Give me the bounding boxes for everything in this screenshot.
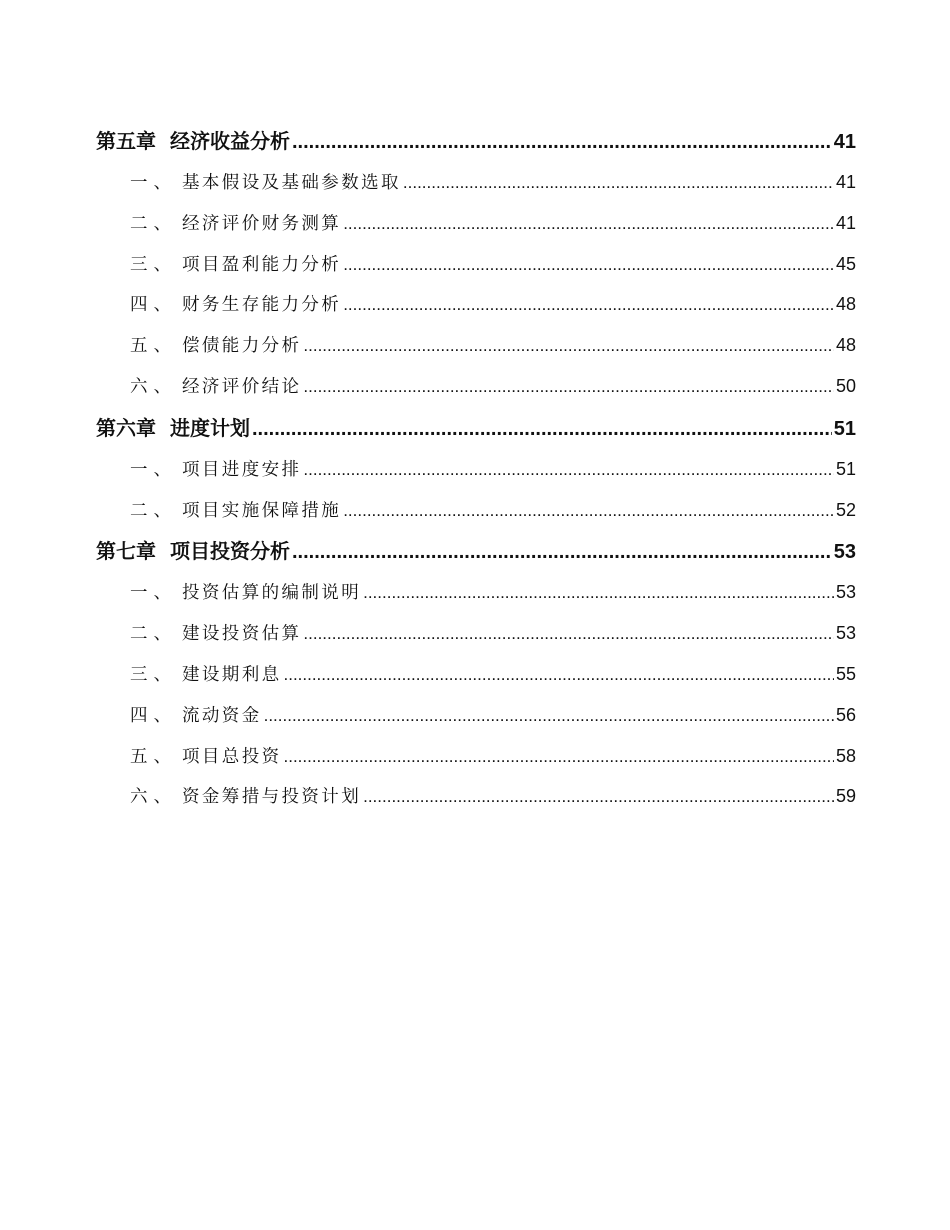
section-number: 一、 xyxy=(130,459,177,480)
section-number: 二、 xyxy=(130,624,177,645)
page-number: 48 xyxy=(835,335,856,356)
table-of-contents xyxy=(96,120,856,817)
dot-leader xyxy=(303,326,834,367)
page-number: 59 xyxy=(835,786,856,807)
dot-leader xyxy=(252,410,832,448)
dot-leader xyxy=(284,655,834,696)
toc-chapter[interactable] xyxy=(96,532,856,570)
section-title: 投资估算的编制说明 xyxy=(182,583,362,604)
page-number: 50 xyxy=(835,375,856,396)
dot-leader xyxy=(284,737,834,778)
page-number: 51 xyxy=(833,417,856,440)
chapter-number: 第五章 xyxy=(96,129,156,153)
dot-leader xyxy=(343,204,834,245)
chapter-number: 第六章 xyxy=(96,415,156,440)
dot-leader xyxy=(403,163,834,204)
section-number: 二、 xyxy=(130,213,177,234)
chapter-title: 进度计划 xyxy=(170,415,250,440)
toc-section[interactable] xyxy=(96,244,856,285)
toc-section[interactable] xyxy=(96,572,856,613)
section-title: 建设期利息 xyxy=(182,664,282,685)
chapter-title: 项目投资分析 xyxy=(170,539,290,564)
section-title: 项目盈利能力分析 xyxy=(182,254,342,275)
page-number: 56 xyxy=(835,704,856,725)
section-number: 一、 xyxy=(130,583,177,604)
section-number: 三、 xyxy=(130,254,177,275)
section-title: 经济评价结论 xyxy=(182,376,302,397)
section-number: 四、 xyxy=(130,295,177,316)
dot-leader xyxy=(343,245,834,286)
dot-leader xyxy=(303,367,834,408)
toc-section[interactable] xyxy=(96,162,856,203)
section-number: 六、 xyxy=(130,787,177,808)
toc-chapter[interactable] xyxy=(96,122,856,160)
section-title: 项目实施保障措施 xyxy=(182,500,342,521)
section-title: 流动资金 xyxy=(182,705,262,726)
section-title: 建设投资估算 xyxy=(182,624,302,645)
dot-leader xyxy=(343,285,834,326)
toc-section[interactable] xyxy=(96,695,856,736)
dot-leader xyxy=(264,696,834,737)
toc-section[interactable] xyxy=(96,325,856,366)
page-number: 53 xyxy=(833,541,856,564)
dot-leader xyxy=(343,491,834,532)
section-title: 经济评价财务测算 xyxy=(182,213,342,234)
section-number: 二、 xyxy=(130,500,177,521)
page-number: 48 xyxy=(835,294,856,315)
toc-section[interactable] xyxy=(96,776,856,817)
page-number: 41 xyxy=(833,131,856,153)
page-number: 52 xyxy=(835,499,856,520)
toc-chapter[interactable] xyxy=(96,409,856,447)
section-number: 三、 xyxy=(130,664,177,685)
section-title: 偿债能力分析 xyxy=(182,336,302,357)
page-number: 58 xyxy=(835,745,856,766)
section-title: 基本假设及基础参数选取 xyxy=(182,173,401,193)
page-number: 53 xyxy=(835,582,856,603)
section-number: 五、 xyxy=(130,336,177,357)
toc-section[interactable] xyxy=(96,449,856,490)
dot-leader xyxy=(303,614,834,655)
page-number: 45 xyxy=(835,253,856,274)
section-number: 一、 xyxy=(130,173,177,193)
section-title: 资金筹措与投资计划 xyxy=(182,787,362,808)
toc-section[interactable] xyxy=(96,736,856,777)
toc-section[interactable] xyxy=(96,366,856,407)
page-number: 55 xyxy=(835,663,856,684)
toc-section[interactable] xyxy=(96,284,856,325)
dot-leader xyxy=(303,450,834,491)
section-title: 财务生存能力分析 xyxy=(182,295,342,316)
page-number: 41 xyxy=(835,172,856,192)
section-number: 六、 xyxy=(130,376,177,397)
page-number: 51 xyxy=(835,458,856,479)
page-number: 41 xyxy=(835,212,856,233)
section-number: 四、 xyxy=(130,705,177,726)
chapter-number: 第七章 xyxy=(96,539,156,564)
toc-section[interactable] xyxy=(96,490,856,531)
dot-leader xyxy=(363,777,834,818)
section-title: 项目总投资 xyxy=(182,746,282,767)
dot-leader xyxy=(292,533,832,571)
toc-section[interactable] xyxy=(96,654,856,695)
section-number: 五、 xyxy=(130,746,177,767)
toc-section[interactable] xyxy=(96,613,856,654)
chapter-title: 经济收益分析 xyxy=(170,129,290,153)
section-title: 项目进度安排 xyxy=(182,459,302,480)
dot-leader xyxy=(292,123,832,161)
page-number: 53 xyxy=(835,623,856,644)
toc-section[interactable] xyxy=(96,203,856,244)
dot-leader xyxy=(363,573,834,614)
